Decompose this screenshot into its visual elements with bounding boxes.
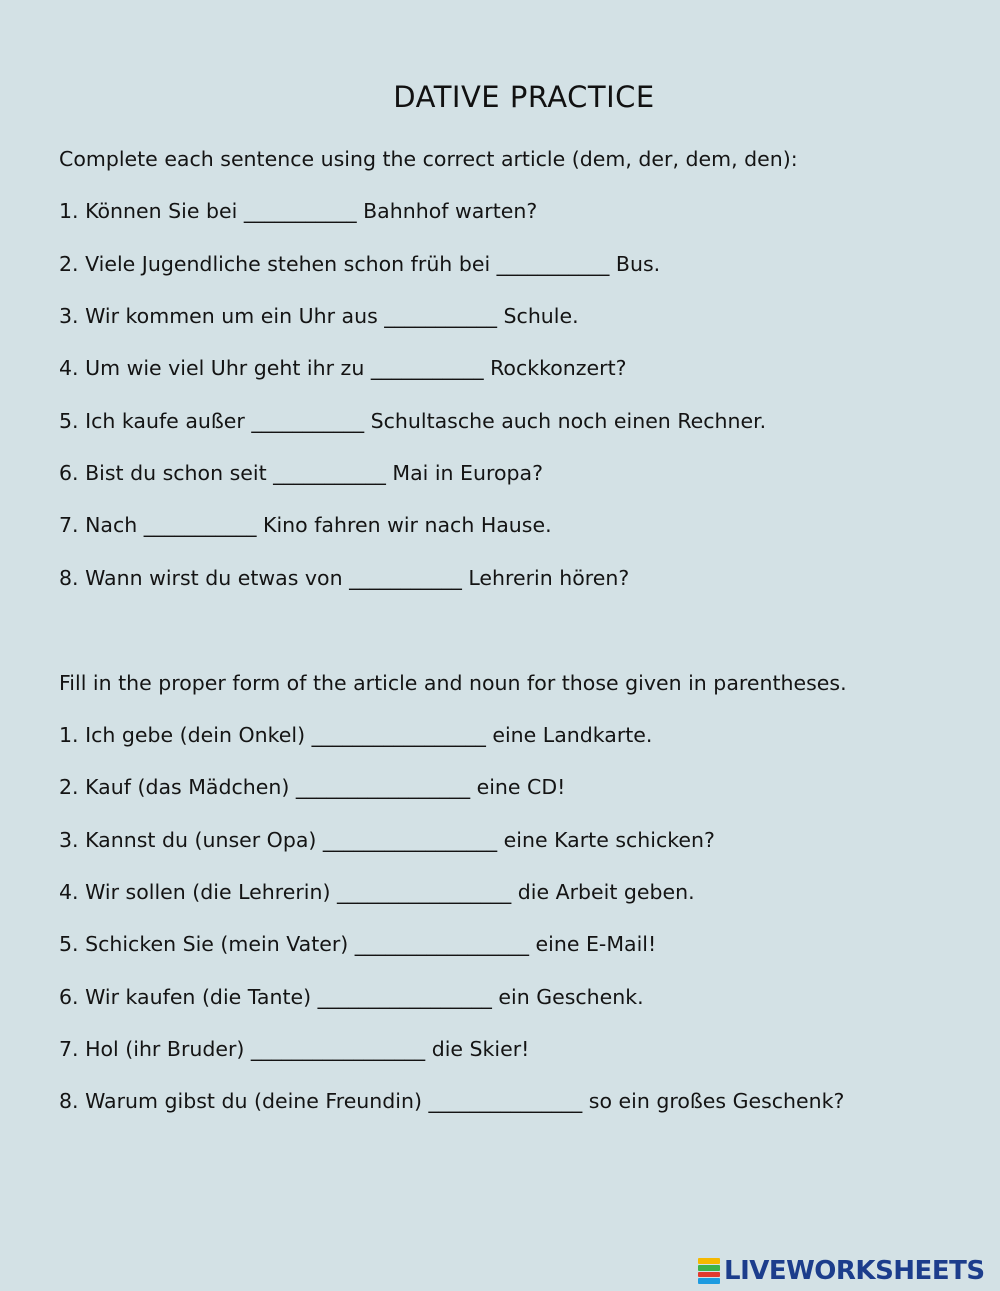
section2-item: 4. Wir sollen (die Lehrerin) _________________ die Arbeit geben. [59,880,695,904]
section1-item: 8. Wann wirst du etwas von ___________ Lehrerin hören? [59,566,630,590]
logo-block [698,1272,720,1278]
section2-item: 6. Wir kaufen (die Tante) _________________ ein Geschenk. [59,985,644,1009]
section2-item: 3. Kannst du (unser Opa) _________________ eine Karte schicken? [59,828,715,852]
section1-item: 7. Nach ___________ Kino fahren wir nach Hause. [59,513,552,537]
liveworksheets-logo-icon [698,1258,720,1284]
section1-item: 1. Können Sie bei ___________ Bahnhof warten? [59,199,538,223]
section1-item: 5. Ich kaufe außer ___________ Schultasche auch noch einen Rechner. [59,409,767,433]
section2-item: 5. Schicken Sie (mein Vater) _________________ eine E-Mail! [59,932,657,956]
section1-item: 2. Viele Jugendliche stehen schon früh bei ___________ Bus. [59,252,661,276]
section1-item: 4. Um wie viel Uhr geht ihr zu ___________ Rockkonzert? [59,356,627,380]
liveworksheets-logo[interactable] [698,1256,985,1286]
section1-item: 6. Bist du schon seit ___________ Mai in Europa? [59,461,543,485]
page-title: DATIVE PRACTICE [393,80,655,114]
section2-item: 8. Warum gibst du (deine Freundin) _______________ so ein großes Geschenk? [59,1089,845,1113]
logo-block [698,1278,720,1284]
logo-block [698,1258,720,1264]
section2-instruction: Fill in the proper form of the article and noun for those given in parentheses. [59,671,847,695]
section1-item: 3. Wir kommen um ein Uhr aus ___________ Schule. [59,304,579,328]
section2-item: 2. Kauf (das Mädchen) _________________ eine CD! [59,775,566,799]
logo-block [698,1265,720,1271]
section2-item: 7. Hol (ihr Bruder) _________________ die Skier! [59,1037,530,1061]
logo-text: LIVEWORKSHEETS [724,1256,985,1286]
section1-instruction: Complete each sentence using the correct article (dem, der, dem, den): [59,147,798,171]
section2-item: 1. Ich gebe (dein Onkel) _________________ eine Landkarte. [59,723,653,747]
